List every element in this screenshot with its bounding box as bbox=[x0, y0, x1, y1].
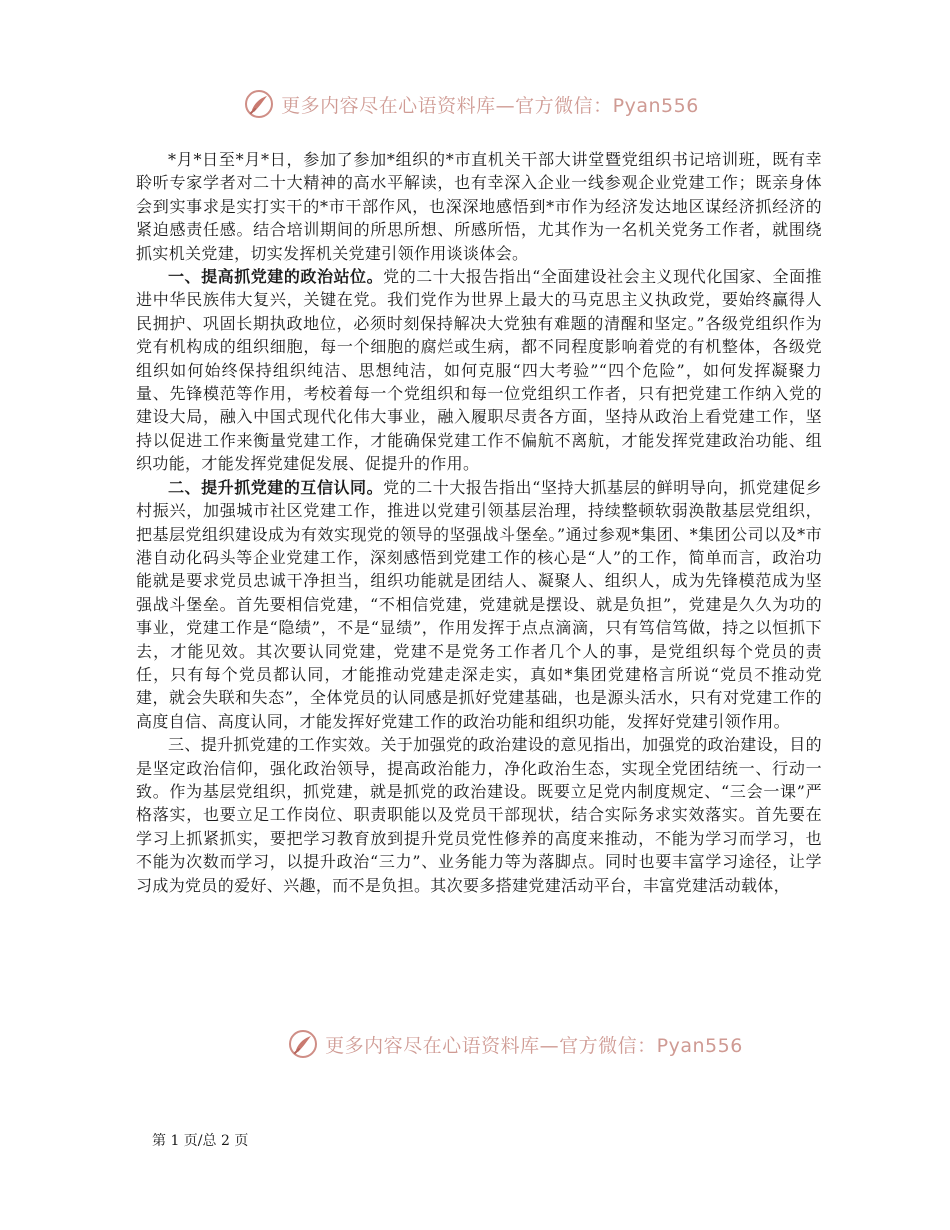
paragraph-section-1 bbox=[136, 265, 822, 476]
paragraph-text: 党的二十大报告指出“坚持大抓基层的鲜明导向，抓党建促乡村振兴，加强城市社区党建工作，推进以党建引领基层治理，持续整顿软弱涣散基层党组织，把基层党组织建设成为有效实现党的领导的坚强战斗堡垒。”通过参观*集团、*集团公司以及*市港自动化码头等企业党建工作，深刻感悟到党建工作的核心是“人”的工作，简单而言，政治功能就是要求党员忠诚干净担当，组织功能就是团结人、凝聚人、组织人，成为先锋模范成为坚强战斗堡垒。首先要相信党建，“不相信党建，党建就是摆设、就是负担”，党建是久久为功的事业，党建工作是“隐绩”，不是“显绩”，作用发挥于点点滴滴，只有笃信笃做，持之以恒抓下去，才能见效。其次要认同党建，党建不是党务工作者几个人的事，是党组织每个党员的责任，只有每个党员都认同，才能推动党建走深走实，真如*集团党建格言所说“党员不推动党建，就会失联和失态”，全体党员的认同感是抓好党建基础，也是源头活水，只有对党建工作的高度自信、高度认同，才能发挥好党建工作的政治功能和组织功能，发挥好党建引领作用。 bbox=[136, 477, 822, 731]
paragraph-text: *月*日至*月*日，参加了参加*组织的*市直机关干部大讲堂暨党组织书记培训班，既有幸聆听专家学者对二十大精神的高水平解读，也有幸深入企业一线参观企业党建工作；既亲身体会到实事求是实打实干的*市干部作风，也深深地感悟到*市作为经济发达地区谋经济抓经济的紧迫感责任感。结合培训期间的所思所想、所感所悟，尤其作为一名机关党务工作者，就围绕抓实机关党建，切实发挥机关党建引领作用谈谈体会。 bbox=[136, 150, 822, 263]
paragraph-lead: 二、提升抓党建的互信认同。 bbox=[168, 477, 384, 497]
page-number: 第 1 页/总 2 页 bbox=[152, 1133, 249, 1149]
brush-logo-icon bbox=[287, 1028, 319, 1060]
watermark-banner-bottom bbox=[40, 1026, 950, 1062]
paragraph-section-3 bbox=[136, 733, 822, 897]
watermark-banner-top bbox=[0, 86, 946, 122]
watermark-text: 更多内容尽在心语资料库—官方微信：Pyan556 bbox=[325, 1034, 743, 1057]
paragraph-text: 党的二十大报告指出“全面建设社会主义现代化国家、全面推进中华民族伟大复兴，关键在党。我们党作为世界上最大的马克思主义执政党，要始终赢得人民拥护、巩固长期执政地位，必须时刻保持解决大党独有难题的清醒和坚定。”各级党组织作为党有机构成的组织细胞，每一个细胞的腐烂或生病，都不同程度影响着党的有机整体，各级党组织如何始终保持组织纯洁、思想纯洁，如何克服“四大考验”“四个危险”，如何发挥凝聚力量、先锋模范等作用，考校着每一个党组织和每一位党组织工作者，只有把党建工作纳入党的建设大局，融入中国式现代化伟大事业，融入履职尽责各方面，坚持从政治上看党建工作，坚持以促进工作来衡量党建工作，才能确保党建工作不偏航不离航，才能发挥党建政治功能、组织功能，才能发挥党建促发展、促提升的作用。 bbox=[136, 267, 822, 474]
paragraph-lead: 一、提高抓党建的政治站位。 bbox=[168, 267, 384, 287]
document-body bbox=[136, 148, 822, 897]
paragraph-intro bbox=[136, 148, 822, 265]
watermark-text: 更多内容尽在心语资料库—官方微信：Pyan556 bbox=[281, 94, 699, 117]
paragraph-text: 三、提升抓党建的工作实效。关于加强党的政治建设的意见指出，加强党的政治建设，目的是坚定政治信仰，强化政治领导，提高政治能力，净化政治生态，实现全党团结统一、行动一致。作为基层党组织，抓党建，就是抓党的政治建设。既要立足党内制度规定、“三会一课”严格落实，也要立足工作岗位、职责职能以及党员干部现状，结合实际务求实效落实。首先要在学习上抓紧抓实，要把学习教育放到提升党员党性修养的高度来推动，不能为学习而学习，也不能为次数而学习，以提升政治“三力”、业务能力等为落脚点。同时也要丰富学习途径，让学习成为党员的爱好、兴趣，而不是负担。其次要多搭建党建活动平台，丰富党建活动载体， bbox=[136, 735, 823, 895]
brush-logo-icon bbox=[243, 88, 275, 120]
paragraph-section-2 bbox=[136, 476, 822, 733]
